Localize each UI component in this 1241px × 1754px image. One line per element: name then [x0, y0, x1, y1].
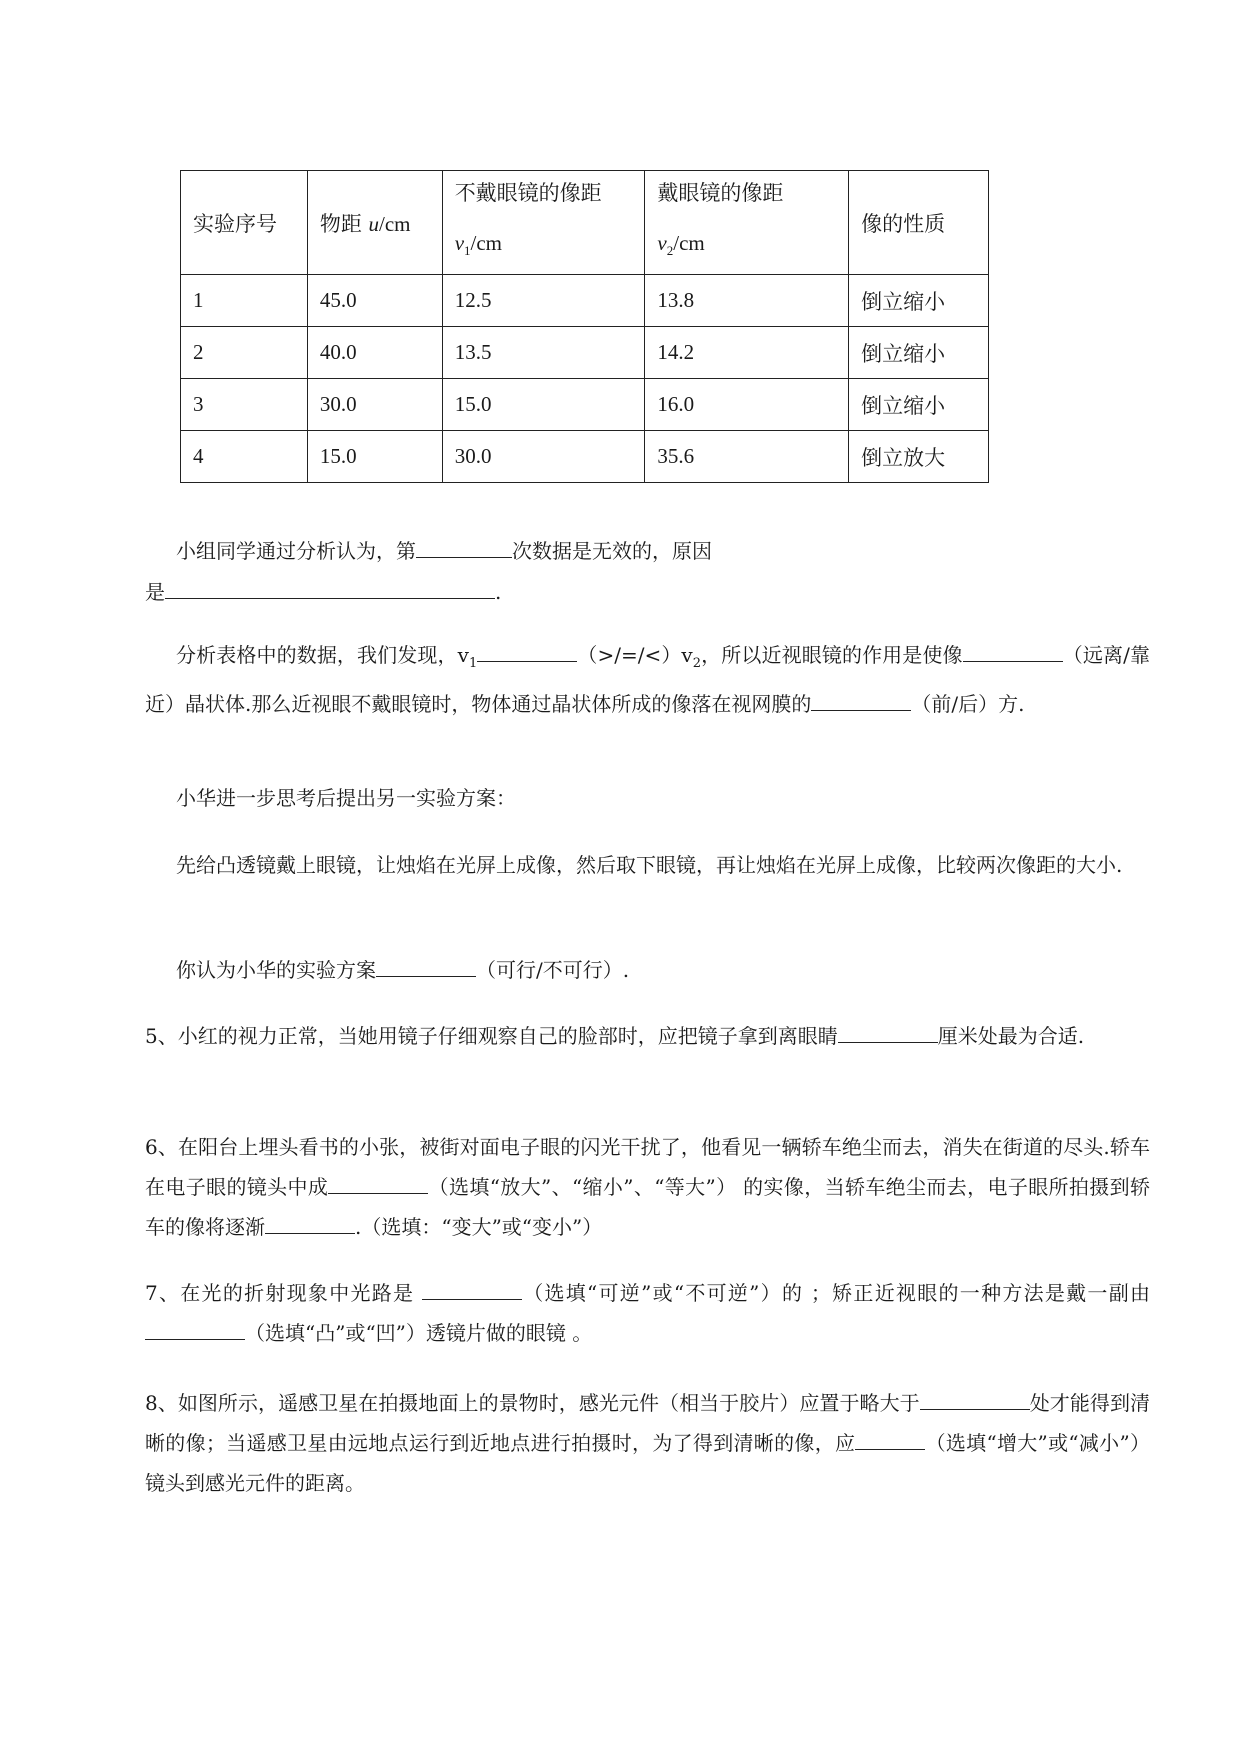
question-8	[145, 1383, 1150, 1503]
text-span: ，所以近视眼镜的作用是使像	[701, 643, 963, 667]
header-nature: 像的性质	[849, 171, 989, 275]
experiment-table	[180, 170, 989, 483]
header-v1-unit-line	[455, 228, 633, 266]
text-span: 你认为小华的实验方案	[176, 958, 376, 982]
header-object-distance	[307, 171, 442, 275]
header-u-unit: /cm	[379, 211, 411, 236]
cell-v1: 12.5	[442, 275, 645, 327]
question-6	[145, 1127, 1150, 1247]
cell-seq: 3	[181, 379, 308, 431]
cell-v1: 13.5	[442, 327, 645, 379]
text-span: （可行/不可行）.	[476, 958, 630, 982]
text-span: （远离/靠近）晶状体.那么近视眼不戴眼镜时，物体通过晶状体所成的像落在视网膜的	[145, 643, 1150, 716]
cell-u: 30.0	[307, 379, 442, 431]
header-v1-title: 不戴眼镜的像距	[454, 181, 602, 206]
cell-u: 15.0	[307, 431, 442, 483]
text-span: 小组同学通过分析认为，第	[176, 539, 416, 563]
text-span: （>/=/<）v	[577, 643, 693, 667]
cell-nature: 倒立缩小	[849, 275, 989, 327]
header-v2-sub: 2	[666, 243, 674, 259]
header-v1-sub: 1	[464, 243, 471, 259]
table-row	[181, 275, 989, 327]
table-row	[181, 379, 989, 431]
cell-u: 45.0	[307, 275, 442, 327]
header-v2	[645, 171, 849, 275]
answer-blank[interactable]	[920, 1383, 1030, 1410]
cell-v2: 16.0	[645, 379, 849, 431]
cell-nature: 倒立缩小	[849, 327, 989, 379]
text-span: 5、小红的视力正常，当她用镜子仔细观察自己的脸部时，应把镜子拿到离眼睛	[145, 1024, 838, 1048]
paragraph-reason	[145, 572, 1150, 612]
answer-blank[interactable]	[165, 572, 495, 599]
answer-blank[interactable]	[838, 1016, 938, 1043]
header-v2-unit-line	[657, 228, 836, 266]
header-v2-title: 戴眼镜的像距	[657, 181, 784, 206]
answer-blank[interactable]	[855, 1423, 925, 1450]
table-header-row	[181, 171, 989, 275]
header-v1	[442, 171, 645, 275]
cell-nature: 倒立缩小	[849, 379, 989, 431]
paragraph-invalid-data	[145, 531, 1150, 571]
text-span: .	[495, 580, 502, 604]
cell-v1: 15.0	[442, 379, 645, 431]
table-row	[181, 327, 989, 379]
text-span: （选填“凸”或“凹”）透镜片做的眼镜 。	[245, 1321, 593, 1345]
text-span: 处才能得到清晰的像；当遥感卫星由远地点运行到近地点进行拍摄时，为了得到清晰的像，应	[145, 1391, 1150, 1455]
answer-blank[interactable]	[328, 1167, 428, 1194]
paragraph-analysis	[145, 635, 1150, 724]
cell-v1: 30.0	[442, 431, 645, 483]
text-span: 是	[145, 580, 165, 604]
answer-blank[interactable]	[265, 1207, 355, 1234]
text-span: （选填“放大”、“缩小”、“等大”） 的实像，当轿车绝尘而去，电子眼所拍摄到轿车的像将逐渐	[145, 1175, 1150, 1239]
cell-seq: 1	[181, 275, 308, 327]
answer-blank[interactable]	[477, 635, 577, 662]
paragraph-plan-intro: 小华进一步思考后提出另一实验方案：	[176, 786, 516, 810]
header-v2-var: v	[657, 231, 667, 256]
subscript: 1	[468, 656, 478, 671]
answer-blank[interactable]	[811, 684, 911, 711]
header-v1-var: v	[454, 231, 465, 256]
cell-v2: 14.2	[645, 327, 849, 379]
text-span: 分析表格中的数据，我们发现，v	[176, 643, 469, 667]
question-5	[145, 1016, 1150, 1056]
header-v2-unit: /cm	[673, 231, 705, 256]
text-span: 7、在光的折射现象中光路是	[145, 1281, 422, 1305]
header-v1-unit: /cm	[470, 231, 503, 256]
text-span: 次数据是无效的，原因	[512, 539, 712, 563]
text-span: （选填“增大”或“减小”）镜头到感光元件的距离。	[145, 1431, 1150, 1495]
answer-blank[interactable]	[416, 531, 512, 558]
text-span: 厘米处最为合适.	[937, 1024, 1085, 1048]
cell-u: 40.0	[307, 327, 442, 379]
cell-seq: 2	[181, 327, 308, 379]
text-span: 6、在阳台上埋头看书的小张，被街对面电子眼的闪光干扰了，他看见一辆轿车绝尘而去，消失在街道的尽头.轿车在电子眼的镜头中成	[145, 1135, 1150, 1199]
cell-v2: 13.8	[645, 275, 849, 327]
table-row	[181, 431, 989, 483]
header-u-label: 物距	[319, 211, 369, 236]
answer-blank[interactable]	[145, 1313, 245, 1340]
cell-nature: 倒立放大	[849, 431, 989, 483]
text-span: （前/后）方.	[911, 692, 1025, 716]
header-seq: 实验序号	[181, 171, 308, 275]
cell-seq: 4	[181, 431, 308, 483]
header-u-var: u	[368, 211, 380, 236]
paragraph-feasibility	[145, 950, 1150, 990]
text-span: （选填“可逆”或“不可逆”）的 ；矫正近视眼的一种方法是戴一副由	[521, 1281, 1150, 1305]
cell-v2: 35.6	[645, 431, 849, 483]
answer-blank[interactable]	[376, 950, 476, 977]
question-7	[145, 1273, 1150, 1353]
paragraph-plan: 先给凸透镜戴上眼镜，让烛焰在光屏上成像，然后取下眼镜，再让烛焰在光屏上成像，比较两次像距的大小.	[176, 853, 1123, 877]
text-span: 8、如图所示，遥感卫星在拍摄地面上的景物时，感光元件（相当于胶片）应置于略大于	[145, 1391, 920, 1415]
answer-blank[interactable]	[422, 1273, 522, 1300]
answer-blank[interactable]	[963, 635, 1063, 662]
subscript: 2	[692, 656, 702, 671]
text-span: .（选填：“变大”或“变小”）	[355, 1215, 603, 1239]
